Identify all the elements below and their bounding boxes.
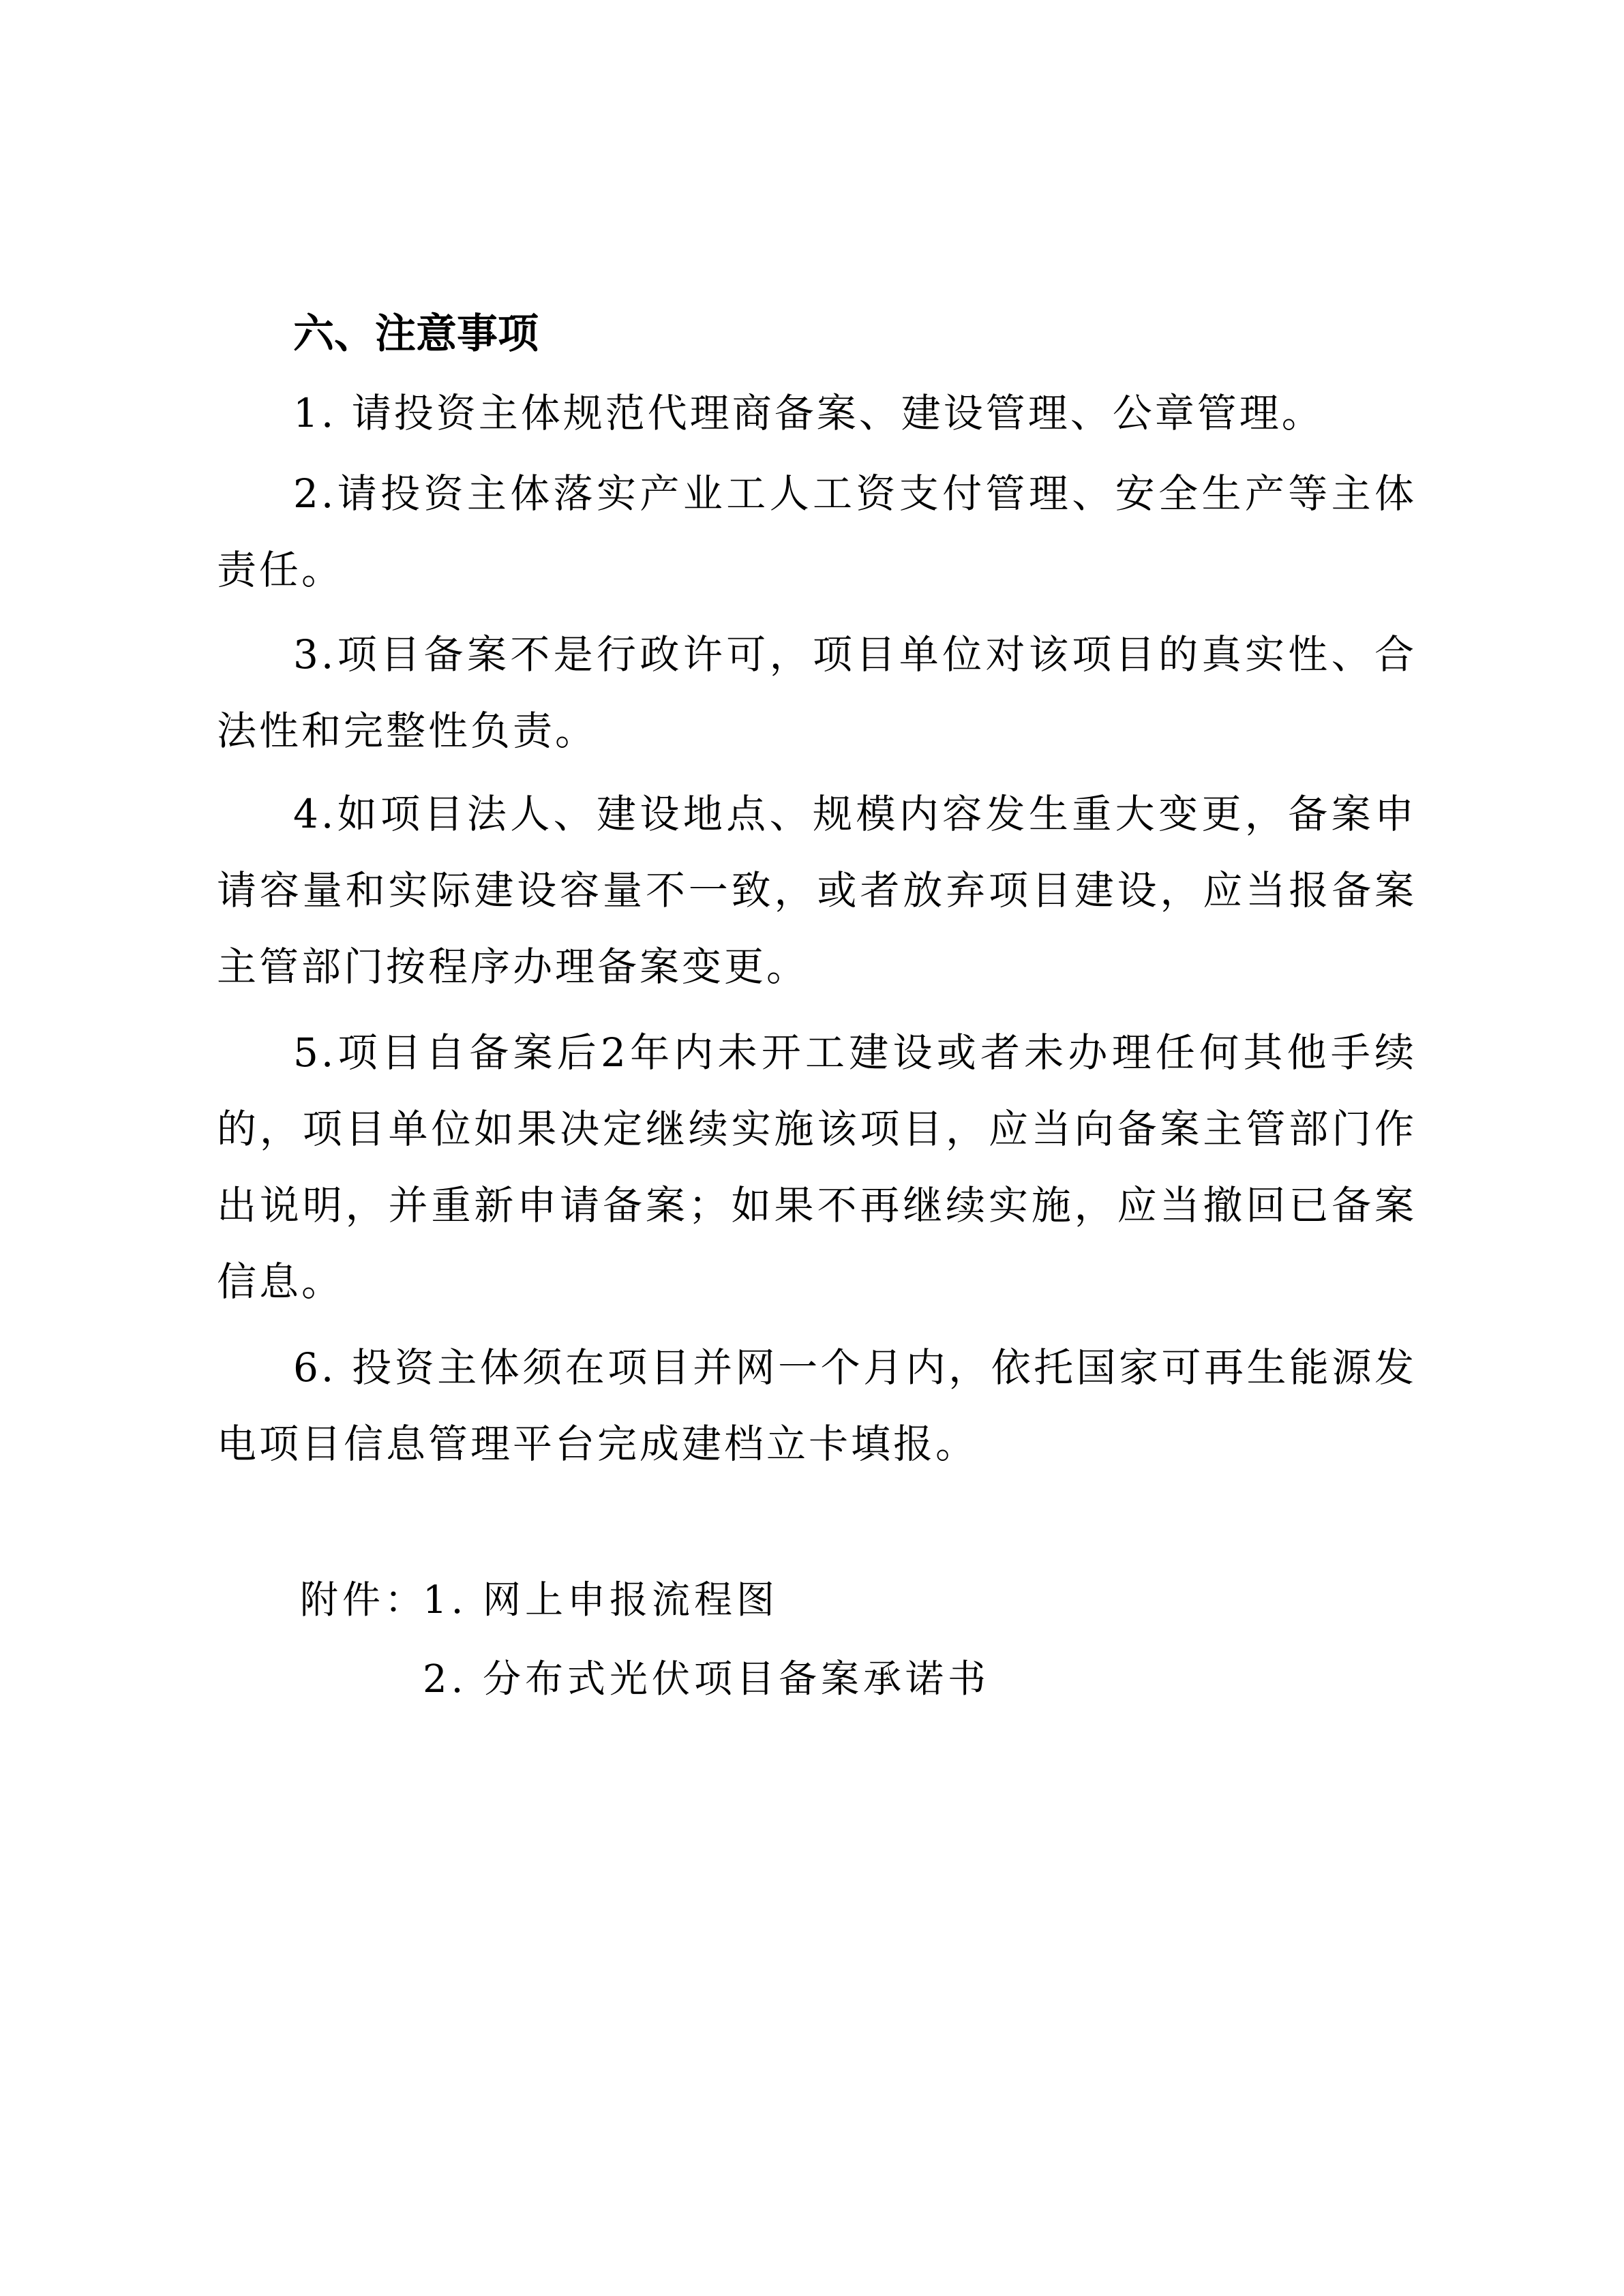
- notice-paragraph-3: 3.项目备案不是行政许可，项目单位对该项目的真实性、合法性和完整性负责。: [217, 631, 1417, 754]
- attachment-item-2: [300, 1640, 990, 1719]
- section-heading: 六、注意事项: [293, 310, 539, 358]
- notice-paragraph-2: 2.请投资主体落实产业工人工资支付管理、安全生产等主体责任。: [217, 470, 1417, 593]
- attachments-label: 附件：: [300, 1578, 427, 1622]
- notice-paragraph-4: 4.如项目法人、建设地点、规模内容发生重大变更，备案申请容量和实际建设容量不一致，或者放弃项目建设，应当报备案主管部门按程序办理备案变更。: [217, 791, 1417, 990]
- attachment-title: 网上申报流程图: [483, 1578, 779, 1622]
- attachment-number: 1.: [423, 1578, 468, 1622]
- attachments-list: [300, 1561, 990, 1719]
- attachment-number: 2.: [423, 1657, 468, 1702]
- notice-paragraph-5: 5.项目自备案后2年内未开工建设或者未办理任何其他手续的，项目单位如果决定继续实施该项目，应当向备案主管部门作出说明，并重新申请备案；如果不再继续实施，应当撤回已备案信息。: [217, 1029, 1417, 1305]
- notice-paragraph-1: 1. 请投资主体规范代理商备案、建设管理、公章管理。: [293, 390, 1324, 436]
- attachment-title: 分布式光伏项目备案承诺书: [483, 1657, 990, 1702]
- attachment-item-1: [300, 1561, 990, 1640]
- notice-paragraph-6: 6. 投资主体须在项目并网一个月内，依托国家可再生能源发电项目信息管理平台完成建档立卡填报。: [217, 1344, 1417, 1467]
